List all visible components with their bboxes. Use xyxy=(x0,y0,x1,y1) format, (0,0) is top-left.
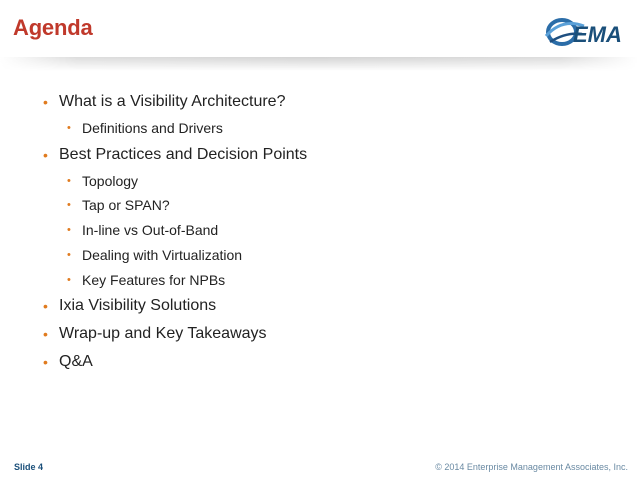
agenda-subitem-text: Tap or SPAN? xyxy=(82,197,170,213)
copyright-notice: © 2014 Enterprise Management Associates, Inc. xyxy=(435,462,628,472)
agenda-item-text: What is a Visibility Architecture? xyxy=(59,93,286,110)
bullet-icon: • xyxy=(67,122,71,134)
bullet-icon: • xyxy=(43,298,48,314)
bullet-icon: • xyxy=(43,94,48,110)
slide-title: Agenda xyxy=(13,15,93,40)
agenda-subitem xyxy=(67,272,226,288)
logo-text: EMA xyxy=(573,22,622,47)
bullet-icon: • xyxy=(67,175,71,187)
agenda-subitem-text: Definitions and Drivers xyxy=(82,120,223,136)
agenda-item xyxy=(43,353,93,371)
bullet-icon: • xyxy=(67,224,71,236)
agenda-subitem-text: Topology xyxy=(82,173,139,189)
ema-logo xyxy=(540,12,630,52)
agenda-item xyxy=(43,325,267,343)
agenda-subitem xyxy=(67,222,219,238)
slide-number: Slide 4 xyxy=(14,462,44,472)
agenda-subitem xyxy=(67,197,170,213)
agenda-subitem-text: In-line vs Out-of-Band xyxy=(82,222,219,238)
agenda-item xyxy=(43,297,217,315)
bullet-icon: • xyxy=(67,274,71,286)
bullet-icon: • xyxy=(67,199,71,211)
bullet-icon: • xyxy=(43,147,48,163)
bullet-icon: • xyxy=(67,249,71,261)
agenda-subitem-text: Key Features for NPBs xyxy=(82,272,226,288)
bullet-icon: • xyxy=(43,354,48,370)
agenda-item-text: Ixia Visibility Solutions xyxy=(59,297,217,314)
agenda-item-text: Best Practices and Decision Points xyxy=(59,146,308,163)
agenda-subitem-text: Dealing with Virtualization xyxy=(82,247,243,263)
agenda-item xyxy=(43,93,286,111)
agenda-item-text: Q&A xyxy=(59,353,93,370)
header-divider xyxy=(0,57,638,71)
agenda-subitem xyxy=(67,120,223,136)
agenda-subitem xyxy=(67,247,243,263)
agenda-subitem xyxy=(67,173,139,189)
agenda-item xyxy=(43,146,308,164)
bullet-icon: • xyxy=(43,326,48,342)
agenda-item-text: Wrap-up and Key Takeaways xyxy=(59,325,267,342)
